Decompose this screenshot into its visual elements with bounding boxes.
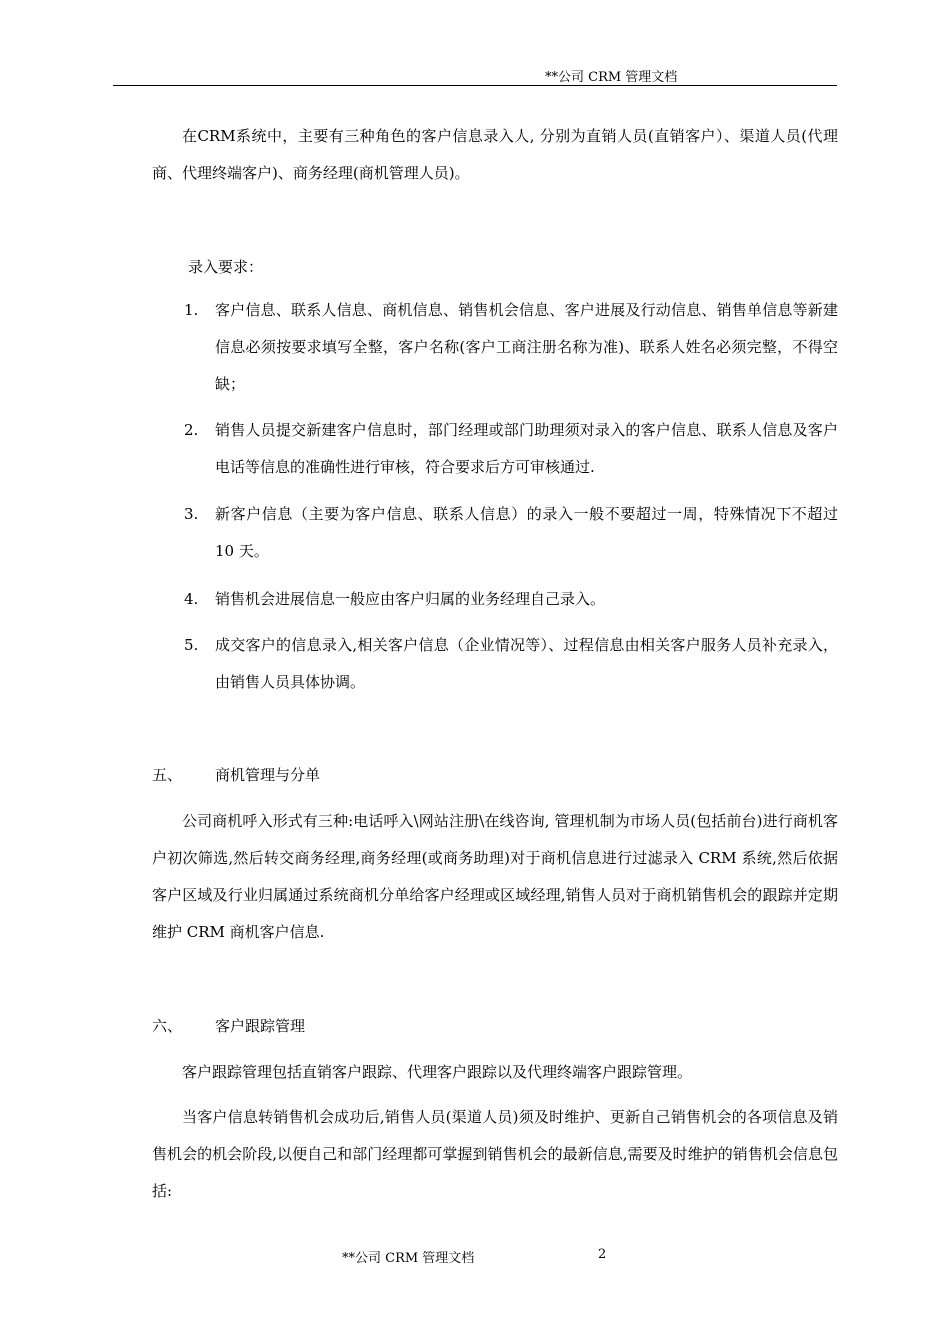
list-item-text: 成交客户的信息录入,相关客户信息（企业情况等）、过程信息由相关客户服务人员补充录入，由销售人员具体协调。 — [215, 636, 838, 691]
list-item-text: 销售机会进展信息一般应由客户归属的业务经理自己录入。 — [215, 590, 606, 608]
page-footer: **公司 CRM 管理文档 — [342, 1251, 475, 1266]
list-item-number: 3. — [184, 505, 199, 523]
list-item-number: 4. — [184, 590, 199, 608]
section-6-body-1: 客户跟踪管理包括直销客户跟踪、代理客户跟踪以及代理终端客户跟踪管理。 — [182, 1063, 693, 1081]
list-item-text: 销售人员提交新建客户信息时，部门经理或部门助理须对录入的客户信息、联系人信息及客户电话等信息的准确性进行审核，符合要求后方可审核通过. — [215, 421, 838, 476]
list-item-text: 新客户信息（主要为客户信息、联系人信息）的录入一般不要超过一周，特殊情况下不超过 10 天。 — [215, 505, 838, 560]
section-5-number: 五、 — [152, 766, 183, 784]
list-item-number: 5. — [184, 636, 199, 654]
section-5-title: 商机管理与分单 — [215, 766, 321, 784]
requirements-label: 录入要求： — [188, 258, 264, 276]
section-5-body: 公司商机呼入形式有三种:电话呼入\网站注册\在线咨询, 管理机制为市场人员(包括前台)进行商机客户初次筛选,然后转交商务经理,商务经理(或商务助理)对于商机信息进行过滤录入 CRM 系统,然后依据客户区域及行业归属通过系统商机分单给客户经理或区域经理,销售人员对于商机销售机会的跟踪并定期维护 CRM 商机客户信息. — [152, 812, 838, 941]
header-divider — [113, 85, 837, 86]
intro-paragraph: 在CRM系统中，主要有三种角色的客户信息录入人, 分别为直销人员(直销客户）、渠道人员(代理商、代理终端客户)、商务经理(商机管理人员)。 — [152, 127, 838, 182]
page-number: 2 — [598, 1247, 607, 1262]
page-header: **公司 CRM 管理文档 — [545, 70, 678, 85]
list-item-number: 2. — [184, 421, 199, 439]
section-6-number: 六、 — [152, 1017, 183, 1035]
section-6-title: 客户跟踪管理 — [215, 1017, 306, 1035]
list-item-number: 1. — [184, 301, 199, 319]
list-item-text: 客户信息、联系人信息、商机信息、销售机会信息、客户进展及行动信息、销售单信息等新建信息必须按要求填写全整，客户名称(客户工商注册名称为准)、联系人姓名必须完整，不得空缺； — [215, 301, 838, 393]
section-6-body-2: 当客户信息转销售机会成功后,销售人员(渠道人员)须及时维护、更新自己销售机会的各项信息及销售机会的机会阶段,以便自己和部门经理都可掌握到销售机会的最新信息,需要及时维护的销售机会信息包括: — [152, 1108, 838, 1200]
